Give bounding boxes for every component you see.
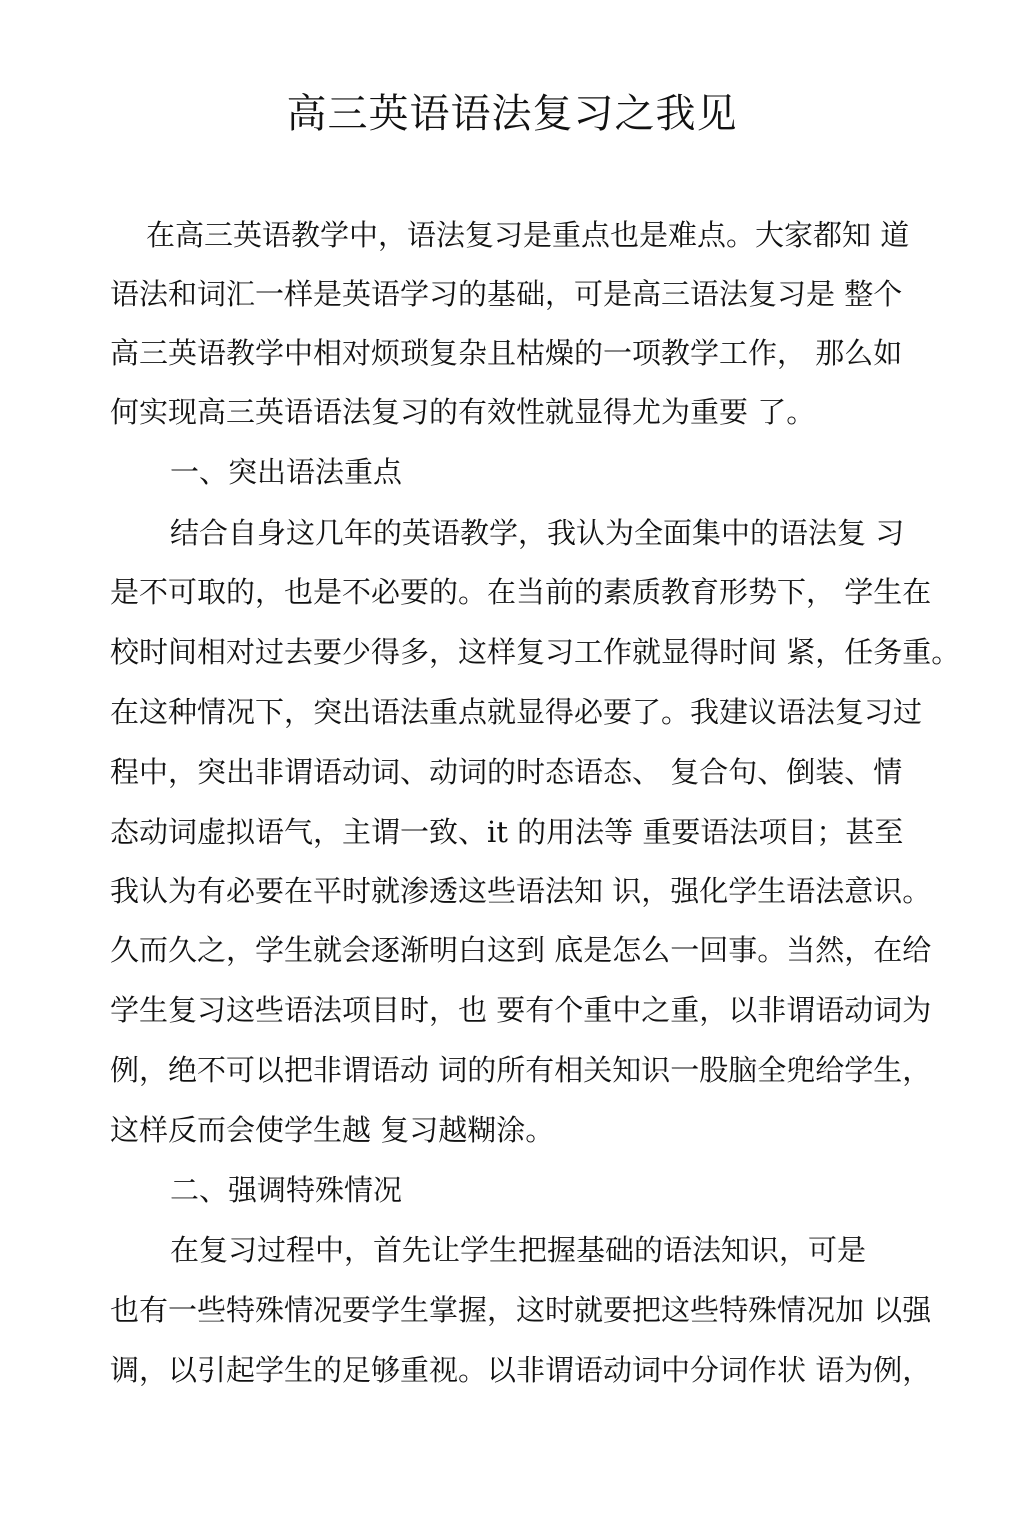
paragraph-line: 高三英语教学中相对烦琐复杂且枯燥的一项教学工作， 那么如 bbox=[110, 336, 903, 370]
paragraph-line: 久而久之，学生就会逐渐明白这到 底是怎么一回事。当然，在给 bbox=[110, 933, 932, 967]
paragraph-line: 在这种情况下，突出语法重点就显得必要了。我建议语法复习过 bbox=[110, 695, 923, 729]
section-heading: 一、突出语法重点 bbox=[170, 455, 403, 489]
paragraph-line: 程中，突出非谓语动词、动词的时态语态、 复合句、倒装、情 bbox=[110, 755, 903, 789]
paragraph-line: 结合自身这几年的英语教学，我认为全面集中的语法复 习 bbox=[170, 516, 905, 550]
paragraph-line: 学生复习这些语法项目时，也 要有个重中之重，以非谓语动词为 bbox=[110, 993, 932, 1027]
paragraph-line: 何实现高三英语语法复习的有效性就显得尤为重要 了。 bbox=[110, 395, 816, 429]
paragraph-line: 也有一些特殊情况要学生掌握，这时就要把这些特殊情况加 以强 bbox=[110, 1293, 932, 1327]
page-title: 高三英语语法复习之我见 bbox=[286, 91, 738, 137]
paragraph-line: 在高三英语教学中，语法复习是重点也是难点。大家都知 道 bbox=[146, 218, 910, 252]
paragraph-line: 例，绝不可以把非谓语动 词的所有相关知识一股脑全兜给学生， bbox=[110, 1053, 932, 1087]
paragraph-line: 这样反而会使学生越 复习越糊涂。 bbox=[110, 1113, 555, 1147]
paragraph-line: 校时间相对过去要少得多，这样复习工作就显得时间 紧，任务重。 bbox=[110, 635, 961, 669]
paragraph-line: 是不可取的，也是不必要的。在当前的素质教育形势下， 学生在 bbox=[110, 575, 932, 609]
paragraph-line: 在复习过程中，首先让学生把握基础的语法知识，可是 bbox=[170, 1233, 867, 1267]
paragraph-line: 调，以引起学生的足够重视。以非谓语动词中分词作状 语为例， bbox=[110, 1353, 932, 1387]
paragraph-line: 语法和词汇一样是英语学习的基础，可是高三语法复习是 整个 bbox=[110, 277, 903, 311]
section-heading: 二、强调特殊情况 bbox=[170, 1173, 403, 1207]
paragraph-line: 我认为有必要在平时就渗透这些语法知 识，强化学生语法意识。 bbox=[110, 874, 932, 908]
paragraph-line: 态动词虚拟语气，主谓一致、it 的用法等 重要语法项目；甚至 bbox=[110, 815, 904, 849]
